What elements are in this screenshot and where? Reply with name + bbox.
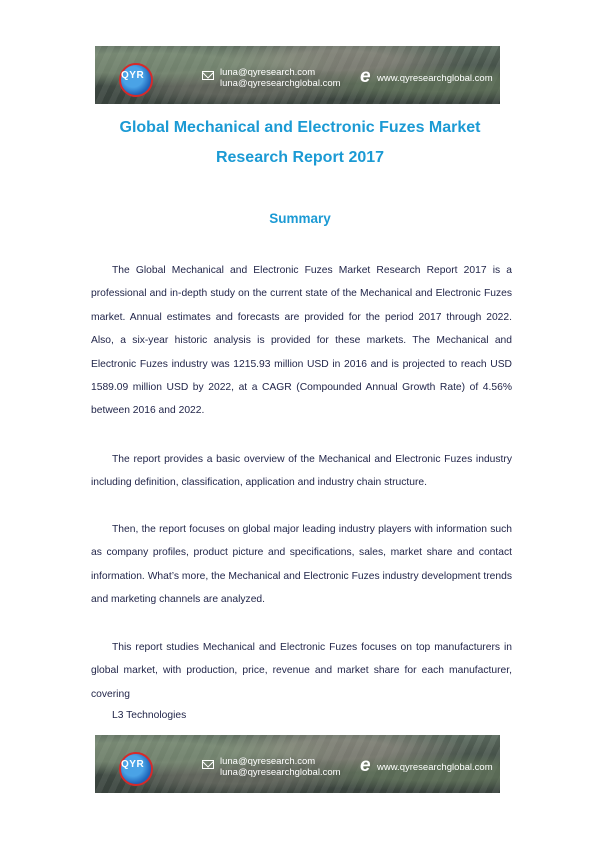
logo-text: QYR — [121, 759, 145, 770]
globe-web-icon: e — [360, 755, 371, 776]
overview-paragraph: The report provides a basic overview of the Mechanical and Electronic Fuzes industry including definition, classification, application and industry chain structure. — [91, 454, 512, 489]
footer-banner — [95, 735, 500, 793]
report-title: Global Mechanical and Electronic Fuzes Market Research Report 2017 — [119, 119, 481, 166]
email-secondary-link[interactable]: luna@qyresearchglobal.com — [220, 767, 341, 778]
website-link[interactable]: www.qyresearchglobal.com — [377, 762, 493, 773]
manufacturers-paragraph: This report studies Mechanical and Electronic Fuzes focuses on top manufacturers in global market, with production, price, revenue and market share for each manufacturer, covering — [91, 642, 512, 700]
website-link[interactable]: www.qyresearchglobal.com — [377, 73, 493, 84]
manufacturer-list-item: L3 Technologies — [112, 710, 187, 721]
mail-icon — [202, 71, 214, 80]
mail-icon — [202, 760, 214, 769]
globe-web-icon: e — [360, 66, 371, 87]
email-primary-link[interactable]: luna@qyresearch.com — [220, 67, 316, 78]
players-paragraph: Then, the report focuses on global major leading industry players with information such as company profiles, product picture and specifications, sales, market share and contact information. What’s more, the Mechanical and Electronic Fuzes industry development trends and marketing channels are analyzed. — [91, 524, 512, 606]
summary-paragraph: The Global Mechanical and Electronic Fuzes Market Research Report 2017 is a professional and in-depth study on the current state of the Mechanical and Electronic Fuzes market. Annual estimates and forecasts are provided for the period 2017 through 2022. Also, a six-year historic analysis is provided for these markets. The Mechanical and Electronic Fuzes industry was 1215.93 million USD in 2016 and is projected to reach USD 1589.09 million USD by 2022, at a CAGR (Compounded Annual Growth Rate) of 4.56% between 2016 and 2022. — [91, 265, 512, 417]
header-banner — [95, 46, 500, 104]
email-primary-link[interactable]: luna@qyresearch.com — [220, 756, 316, 767]
email-secondary-link[interactable]: luna@qyresearchglobal.com — [220, 78, 341, 89]
summary-heading: Summary — [269, 211, 331, 226]
logo-text: QYR — [121, 70, 145, 81]
